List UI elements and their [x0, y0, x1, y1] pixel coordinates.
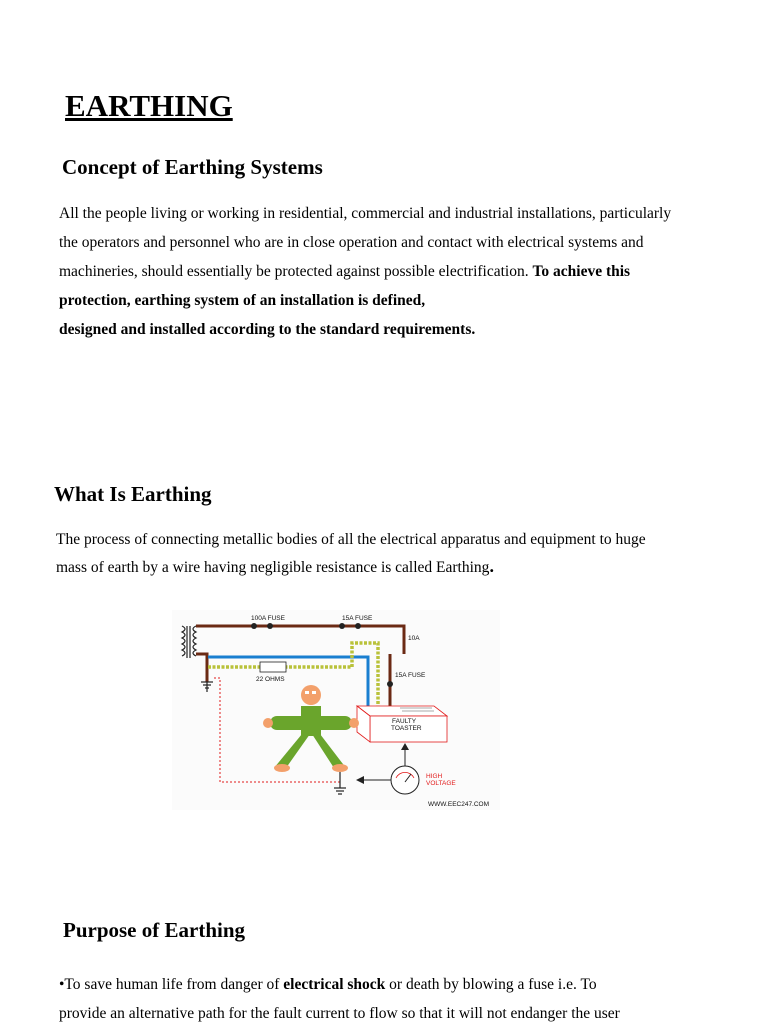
section-heading-concept: Concept of Earthing Systems	[62, 155, 323, 179]
concept-paragraph	[59, 199, 719, 344]
what-is-paragraph	[56, 527, 716, 581]
section-heading-purpose: Purpose of Earthing	[63, 918, 246, 942]
what-is-line	[56, 553, 716, 581]
concept-line: All the people living or working in residential, commercial and industrial installations, particularly	[59, 205, 672, 222]
earthing-diagram-svg	[172, 610, 500, 810]
section-heading-what-is: What Is Earthing	[54, 482, 212, 506]
document-title: EARTHING	[65, 88, 233, 123]
label-100a-fuse: 100A FUSE	[251, 615, 285, 622]
resistor-icon	[260, 662, 286, 672]
period: .	[489, 556, 494, 576]
earthing-diagram	[172, 610, 500, 810]
concept-bold-text: To achieve this	[532, 263, 631, 280]
purpose-line: provide an alternative path for the fault current to flow so that it will not endanger the user	[59, 1005, 620, 1022]
label-15a-fuse-top: 15A FUSE	[342, 615, 373, 622]
concept-line: the operators and personnel who are in close operation and contact with electrical systems and	[59, 234, 644, 251]
diagram-source: WWW.EEC247.COM	[428, 801, 490, 808]
purpose-text: •To save human life from danger of	[59, 976, 280, 993]
label-15a-fuse-side: 15A FUSE	[395, 672, 426, 679]
concept-text: machineries, should essentially be protected against possible electrification.	[59, 263, 529, 280]
purpose-bold-text: electrical shock	[283, 976, 386, 993]
what-is-line: The process of connecting metallic bodies of all the electrical apparatus and equipment to huge	[56, 531, 646, 548]
label-22-ohms: 22 OHMS	[256, 676, 285, 683]
purpose-text: or death by blowing a fuse i.e. To	[389, 976, 597, 993]
label-faulty: FAULTY	[392, 718, 417, 725]
purpose-line	[59, 970, 739, 999]
label-high: HIGH	[426, 773, 443, 780]
label-toaster: TOASTER	[391, 725, 422, 732]
concept-bold-line: protection, earthing system of an installation is defined,	[59, 292, 426, 309]
concept-bold-line: designed and installed according to the standard requirements.	[59, 321, 476, 338]
what-is-text: mass of earth by a wire having negligible resistance is called Earthing	[56, 559, 490, 576]
concept-line	[59, 257, 719, 286]
purpose-paragraph	[59, 970, 739, 1028]
label-voltage: VOLTAGE	[426, 780, 456, 787]
label-10a: 10A	[408, 635, 420, 642]
